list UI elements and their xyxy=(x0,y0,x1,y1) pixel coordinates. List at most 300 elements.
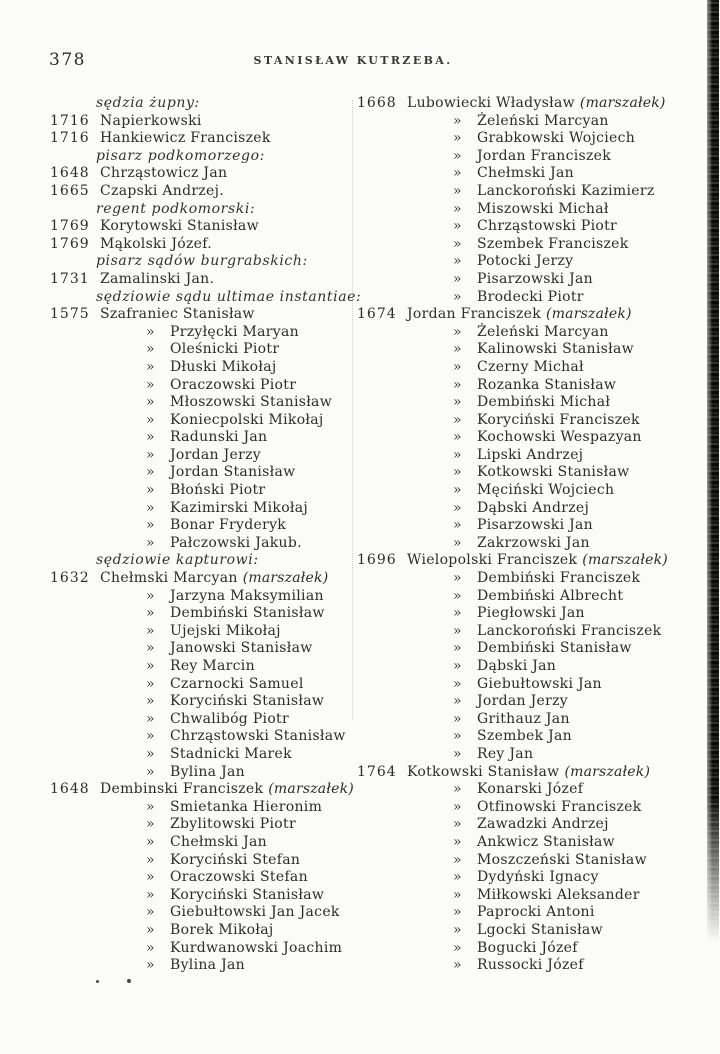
ditto-mark: » xyxy=(146,587,155,604)
roster-line xyxy=(357,253,709,271)
roster-line xyxy=(50,412,372,430)
ditto-mark: » xyxy=(453,693,462,710)
person-name: Oraczowski Stefan xyxy=(170,869,308,886)
roster-line xyxy=(357,377,709,395)
ditto-mark: » xyxy=(146,376,155,393)
ditto-mark: » xyxy=(453,728,462,745)
ditto-mark: » xyxy=(146,394,155,411)
person-name: Koryciński Stefan xyxy=(170,851,301,868)
roster-line xyxy=(50,130,372,148)
person-name: Pałczowski Jakub. xyxy=(170,534,302,551)
person-name: Miszowski Michał xyxy=(477,200,609,217)
ditto-mark: » xyxy=(146,429,155,446)
person-name: Szembek Franciszek xyxy=(477,235,629,252)
person-name: Żeleński Marcyan xyxy=(477,323,609,340)
person-name: Ankwicz Stanisław xyxy=(477,833,615,850)
roster-line xyxy=(357,676,709,694)
person-name: Jordan Franciszek xyxy=(477,147,612,164)
roster-line xyxy=(357,658,709,676)
roster-line xyxy=(50,816,372,834)
roster-line xyxy=(357,306,709,324)
person-name: Oraczowski Piotr xyxy=(170,376,297,393)
person-name: Lubowiecki Władysław xyxy=(407,95,575,111)
person-name: Kazimirski Mikołaj xyxy=(170,499,309,516)
person-name: Oleśnicki Piotr xyxy=(170,341,280,358)
person-name: Paprocki Antoni xyxy=(477,904,595,921)
ditto-mark: » xyxy=(453,464,462,481)
roster-line xyxy=(357,922,709,940)
person-name: Koniecpolski Mikołaj xyxy=(170,411,324,428)
person-name: Szembek Jan xyxy=(477,728,572,745)
person-name: Wielopolski Franciszek xyxy=(407,552,578,569)
person-name: Russocki Józef xyxy=(477,957,584,974)
roster-line xyxy=(357,852,709,870)
ditto-mark: » xyxy=(453,939,462,956)
ditto-mark: » xyxy=(453,622,462,639)
year-label: 1665 xyxy=(50,182,90,199)
roster-line xyxy=(357,148,709,166)
roster-line xyxy=(50,165,372,183)
year-label: 1716 xyxy=(50,130,90,147)
person-name: Czapski Andrzej. xyxy=(100,182,225,199)
roster-line xyxy=(357,394,709,412)
person-name: Chwalibóg Piotr xyxy=(170,710,289,727)
ditto-mark: » xyxy=(453,570,462,587)
roster-line xyxy=(50,447,372,465)
person-name: Rey Marcin xyxy=(170,658,255,674)
person-name: Chrząstowski Stanisław xyxy=(170,728,346,745)
marshal-note: (marszałek) xyxy=(546,306,632,323)
ditto-mark: » xyxy=(146,517,155,534)
year-label: 1716 xyxy=(50,112,90,129)
ditto-mark: » xyxy=(146,411,155,428)
ditto-mark: » xyxy=(453,323,462,340)
person-name: Lanckoroński Franciszek xyxy=(477,622,662,639)
person-name: Bonar Fryderyk xyxy=(170,517,287,534)
ditto-mark: » xyxy=(146,658,155,674)
year-label: 1769 xyxy=(50,218,90,235)
person-name: Kochowski Wespazyan xyxy=(477,429,642,446)
person-name: Błoński Piotr xyxy=(170,482,266,499)
person-name: Kurdwanowski Joachim xyxy=(170,939,343,956)
roster-line xyxy=(50,394,372,412)
ditto-mark: » xyxy=(453,833,462,850)
ditto-mark: » xyxy=(453,886,462,903)
ditto-mark: » xyxy=(146,605,155,622)
roster-line xyxy=(50,764,372,782)
year-label: 1668 xyxy=(357,95,397,111)
person-name: Dłuski Mikołaj xyxy=(170,358,277,375)
marshal-note: (marszałek) xyxy=(582,552,668,569)
ditto-mark: » xyxy=(453,658,462,674)
roster-line xyxy=(50,623,372,641)
person-name: Czarnocki Samuel xyxy=(170,675,304,692)
roster-line xyxy=(357,324,709,342)
ditto-mark: » xyxy=(453,921,462,938)
person-name: Jarzyna Maksymilian xyxy=(170,587,324,604)
ditto-mark: » xyxy=(453,904,462,921)
section-heading: sędziowie kapturowi: xyxy=(96,552,259,569)
ditto-mark: » xyxy=(453,534,462,551)
ditto-mark: » xyxy=(453,394,462,411)
person-name: Jordan Jerzy xyxy=(170,446,261,463)
person-name: Jordan Jerzy xyxy=(477,693,568,710)
roster-line xyxy=(50,271,372,289)
person-name: Dembiński Stanisław xyxy=(477,640,632,657)
person-name: Pisarzowski Jan xyxy=(477,270,593,287)
scan-speck xyxy=(96,980,99,983)
person-name: Piegłowski Jan xyxy=(477,605,585,622)
year-label: 1648 xyxy=(50,165,90,182)
roster-line xyxy=(357,781,709,799)
section-heading-line xyxy=(50,253,372,271)
section-heading: sędziowie sądu ultimae instantiae: xyxy=(96,288,362,305)
ditto-mark: » xyxy=(453,640,462,657)
ditto-mark: » xyxy=(453,798,462,815)
person-name: Kotkowski Stanisław xyxy=(407,763,560,780)
roster-line xyxy=(50,500,372,518)
year-label: 1648 xyxy=(50,781,90,798)
roster-line xyxy=(50,658,372,676)
roster-line xyxy=(357,500,709,518)
person-name: Koryciński Stanisław xyxy=(170,886,325,903)
ditto-mark: » xyxy=(453,517,462,534)
person-name: Koryciński Stanisław xyxy=(170,693,325,710)
roster-line xyxy=(50,746,372,764)
roster-line xyxy=(357,412,709,430)
ditto-mark: » xyxy=(146,675,155,692)
year-label: 1674 xyxy=(357,306,397,323)
roster-line xyxy=(357,183,709,201)
person-name: Czerny Michał xyxy=(477,358,584,375)
roster-line xyxy=(50,693,372,711)
roster-line xyxy=(50,588,372,606)
person-name: Zamalinski Jan. xyxy=(100,270,215,287)
roster-line xyxy=(357,113,709,131)
year-label: 1764 xyxy=(357,763,397,780)
roster-line xyxy=(357,711,709,729)
person-name: Rozanka Stanisław xyxy=(477,376,617,393)
roster-line xyxy=(50,482,372,500)
section-heading: regent podkomorski: xyxy=(96,200,256,217)
roster-line xyxy=(357,289,709,307)
person-name: Janowski Stanisław xyxy=(170,640,313,657)
left-column xyxy=(50,95,372,975)
ditto-mark: » xyxy=(453,675,462,692)
ditto-mark: » xyxy=(453,605,462,622)
ditto-mark: » xyxy=(453,165,462,182)
roster-line xyxy=(50,605,372,623)
ditto-mark: » xyxy=(146,869,155,886)
person-name: Smietanka Hieronim xyxy=(170,798,323,815)
person-name: Dembiński Franciszek xyxy=(477,570,641,587)
roster-line xyxy=(357,834,709,852)
person-name: Grabkowski Wojciech xyxy=(477,130,636,147)
section-heading-line xyxy=(50,552,372,570)
roster-line xyxy=(357,95,709,113)
roster-line xyxy=(357,429,709,447)
ditto-mark: » xyxy=(453,446,462,463)
ditto-mark: » xyxy=(146,358,155,375)
roster-line xyxy=(357,869,709,887)
roster-line xyxy=(357,201,709,219)
roster-line xyxy=(50,359,372,377)
person-name: Ujejski Mikołaj xyxy=(170,622,281,639)
person-name: Giebułtowski Jan Jacek xyxy=(170,904,340,921)
ditto-mark: » xyxy=(453,869,462,886)
roster-line xyxy=(357,623,709,641)
section-heading-line xyxy=(50,148,372,166)
roster-line xyxy=(50,306,372,324)
person-name: Zbylitowski Piotr xyxy=(170,816,296,833)
roster-line xyxy=(50,324,372,342)
section-heading-line xyxy=(50,95,372,113)
ditto-mark: » xyxy=(146,464,155,481)
person-name: Giebułtowski Jan xyxy=(477,675,602,692)
person-name: Lipski Andrzej xyxy=(477,446,584,463)
roster-line xyxy=(50,341,372,359)
roster-line xyxy=(50,570,372,588)
person-name: Dembiński Stanisław xyxy=(170,605,325,622)
person-name: Konarski Józef xyxy=(477,781,584,798)
person-name: Rey Jan xyxy=(477,745,534,762)
roster-line xyxy=(50,535,372,553)
person-name: Potocki Jerzy xyxy=(477,253,574,270)
person-name: Szafraniec Stanisław xyxy=(100,306,255,323)
ditto-mark: » xyxy=(453,482,462,499)
person-name: Lgocki Stanisław xyxy=(477,921,603,938)
roster-line xyxy=(357,957,709,975)
roster-line xyxy=(357,535,709,553)
person-name: Zakrzowski Jan xyxy=(477,534,590,551)
roster-line xyxy=(357,640,709,658)
right-column xyxy=(357,95,709,975)
person-name: Dembinski Franciszek xyxy=(100,781,264,798)
roster-line xyxy=(357,447,709,465)
ditto-mark: » xyxy=(146,939,155,956)
roster-line xyxy=(357,236,709,254)
ditto-mark: » xyxy=(453,270,462,287)
person-name: Męciński Wojciech xyxy=(477,482,615,499)
ditto-mark: » xyxy=(146,921,155,938)
ditto-mark: » xyxy=(453,235,462,252)
roster-line xyxy=(357,570,709,588)
year-label: 1731 xyxy=(50,270,90,287)
roster-line xyxy=(357,517,709,535)
section-heading: pisarz sądów burgrabskich: xyxy=(96,253,308,270)
roster-line xyxy=(357,764,709,782)
person-name: Przyłęcki Maryan xyxy=(170,323,299,340)
ditto-mark: » xyxy=(146,886,155,903)
ditto-mark: » xyxy=(453,376,462,393)
roster-line xyxy=(357,816,709,834)
ditto-mark: » xyxy=(453,745,462,762)
ditto-mark: » xyxy=(453,411,462,428)
roster-line xyxy=(50,869,372,887)
roster-line xyxy=(50,429,372,447)
ditto-mark: » xyxy=(146,728,155,745)
ditto-mark: » xyxy=(146,710,155,727)
person-name: Moszczeński Stanisław xyxy=(477,851,647,868)
person-name: Borek Mikołaj xyxy=(170,921,274,938)
ditto-mark: » xyxy=(453,147,462,164)
ditto-mark: » xyxy=(146,499,155,516)
ditto-mark: » xyxy=(453,851,462,868)
ditto-mark: » xyxy=(453,200,462,217)
marshal-note: (marszałek) xyxy=(564,763,651,780)
ditto-mark: » xyxy=(146,323,155,340)
ditto-mark: » xyxy=(146,833,155,850)
roster-line xyxy=(50,711,372,729)
ditto-mark: » xyxy=(453,710,462,727)
ditto-mark: » xyxy=(146,816,155,833)
roster-line xyxy=(50,728,372,746)
ditto-mark: » xyxy=(453,182,462,199)
person-name: Miłkowski Aleksander xyxy=(477,886,640,903)
ditto-mark: » xyxy=(146,446,155,463)
year-label: 1696 xyxy=(357,552,397,569)
person-name: Kotkowski Stanisław xyxy=(477,464,630,481)
ditto-mark: » xyxy=(453,429,462,446)
person-name: Koryciński Franciszek xyxy=(477,411,640,428)
ditto-mark: » xyxy=(453,112,462,129)
roster-line xyxy=(50,377,372,395)
roster-line xyxy=(50,957,372,975)
person-name: Mąkolski Józef. xyxy=(100,235,213,252)
ditto-mark: » xyxy=(453,218,462,235)
person-name: Jordan Franciszek xyxy=(407,306,542,323)
roster-line xyxy=(357,464,709,482)
person-name: Stadnicki Marek xyxy=(170,745,292,762)
roster-line xyxy=(50,464,372,482)
ditto-mark: » xyxy=(453,253,462,270)
ditto-mark: » xyxy=(146,534,155,551)
roster-line xyxy=(357,605,709,623)
roster-line xyxy=(357,728,709,746)
person-name: Bylina Jan xyxy=(170,957,245,974)
ditto-mark: » xyxy=(146,622,155,639)
roster-line xyxy=(357,271,709,289)
ditto-mark: » xyxy=(453,130,462,147)
marshal-note: (marszałek) xyxy=(242,570,329,587)
section-heading: sędzia żupny: xyxy=(96,95,200,111)
person-name: Radunski Jan xyxy=(170,429,268,446)
roster-line xyxy=(357,341,709,359)
ditto-mark: » xyxy=(146,693,155,710)
ditto-mark: » xyxy=(453,358,462,375)
person-name: Napierkowski xyxy=(100,112,202,129)
roster-line xyxy=(357,165,709,183)
person-name: Chrząstowski Piotr xyxy=(477,218,618,235)
roster-line xyxy=(357,693,709,711)
section-heading-line xyxy=(50,201,372,219)
person-name: Chełmski Jan xyxy=(477,165,574,182)
person-name: Dembiński Michał xyxy=(477,394,611,411)
person-name: Hankiewicz Franciszek xyxy=(100,130,271,147)
roster-line xyxy=(50,640,372,658)
person-name: Dąbski Jan xyxy=(477,658,557,674)
roster-line xyxy=(50,940,372,958)
book-gutter-shadow xyxy=(707,0,719,952)
ditto-mark: » xyxy=(146,341,155,358)
roster-line xyxy=(50,904,372,922)
person-name: Lanckoroński Kazimierz xyxy=(477,182,655,199)
roster-line xyxy=(357,588,709,606)
ditto-mark: » xyxy=(453,587,462,604)
ditto-mark: » xyxy=(453,499,462,516)
roster-line xyxy=(357,904,709,922)
ditto-mark: » xyxy=(146,745,155,762)
year-label: 1769 xyxy=(50,235,90,252)
ditto-mark: » xyxy=(146,798,155,815)
running-header: STANISŁAW KUTRZEBA. xyxy=(253,54,453,67)
person-name: Jordan Stanisław xyxy=(170,464,296,481)
roster-line xyxy=(50,922,372,940)
ditto-mark: » xyxy=(453,341,462,358)
person-name: Chrząstowicz Jan xyxy=(100,165,228,182)
roster-line xyxy=(50,852,372,870)
person-name: Otfinowski Franciszek xyxy=(477,798,642,815)
roster-line xyxy=(50,887,372,905)
roster-line xyxy=(50,834,372,852)
ditto-mark: » xyxy=(453,288,462,305)
year-label: 1632 xyxy=(50,570,90,587)
section-heading: pisarz podkomorzego: xyxy=(96,147,265,164)
person-name: Grithauz Jan xyxy=(477,710,570,727)
roster-line xyxy=(357,218,709,236)
year-label: 1575 xyxy=(50,306,90,323)
roster-line xyxy=(357,799,709,817)
roster-line xyxy=(357,130,709,148)
roster-line xyxy=(357,746,709,764)
roster-line xyxy=(50,799,372,817)
roster-line xyxy=(50,113,372,131)
ditto-mark: » xyxy=(453,781,462,798)
scan-speck xyxy=(127,979,131,983)
roster-line xyxy=(357,552,709,570)
roster-line xyxy=(50,781,372,799)
ditto-mark: » xyxy=(146,640,155,657)
person-name: Bylina Jan xyxy=(170,763,245,780)
page-number: 378 xyxy=(49,50,86,70)
person-name: Kalinowski Stanisław xyxy=(477,341,634,358)
person-name: Żeleński Marcyan xyxy=(477,112,609,129)
section-heading-line xyxy=(50,289,372,307)
roster-line xyxy=(357,940,709,958)
ditto-mark: » xyxy=(146,904,155,921)
roster-line xyxy=(357,359,709,377)
ditto-mark: » xyxy=(146,957,155,974)
person-name: Dąbski Andrzej xyxy=(477,499,590,516)
marshal-note: (marszałek) xyxy=(579,95,666,111)
person-name: Dembiński Albrecht xyxy=(477,587,624,604)
person-name: Pisarzowski Jan xyxy=(477,517,593,534)
ditto-mark: » xyxy=(146,482,155,499)
person-name: Korytowski Stanisław xyxy=(100,218,259,235)
roster-line xyxy=(50,236,372,254)
roster-line xyxy=(50,517,372,535)
roster-line xyxy=(357,482,709,500)
ditto-mark: » xyxy=(146,851,155,868)
person-name: Bogucki Józef xyxy=(477,939,578,956)
ditto-mark: » xyxy=(146,763,155,780)
roster-line xyxy=(50,218,372,236)
ditto-mark: » xyxy=(453,957,462,974)
ditto-mark: » xyxy=(453,816,462,833)
person-name: Chełmski Jan xyxy=(170,833,267,850)
roster-line xyxy=(357,887,709,905)
person-name: Chełmski Marcyan xyxy=(100,570,238,587)
